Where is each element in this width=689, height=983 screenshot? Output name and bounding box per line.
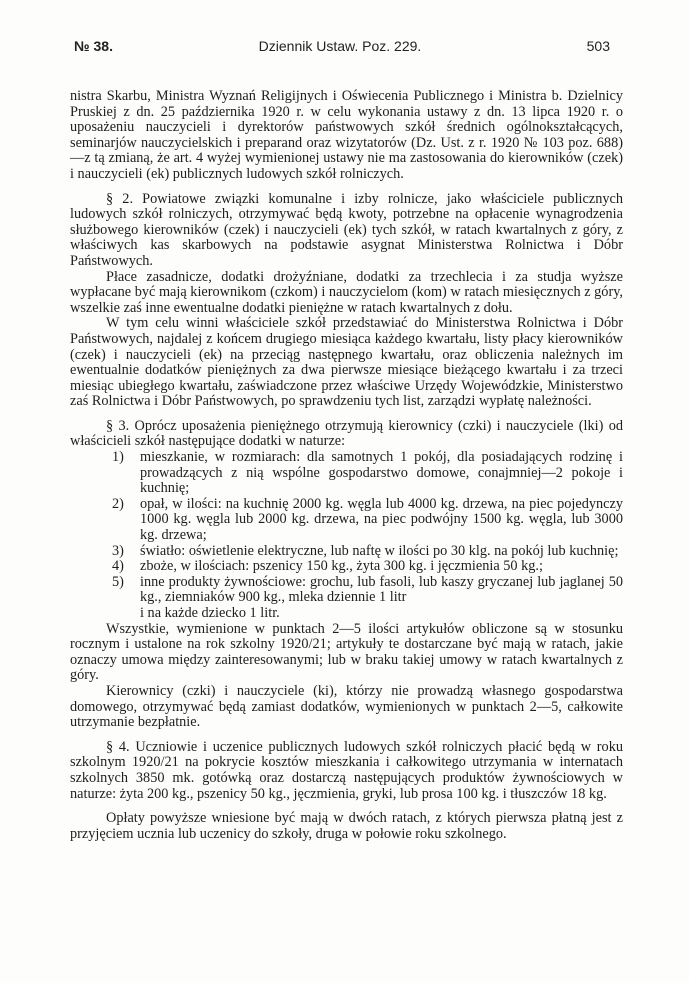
list-continuation: i na każde dziecko 1 litr. [140,605,280,621]
list-item-text: inne produkty żywnościowe: grochu, lub fasoli, lub kaszy gryczanej lub jaglanej 50 kg., ziemniaków 900 kg., mleka dziennie 1 litr [140,573,623,606]
list-item-number: 1) [112,449,124,466]
list-item-number: 4) [112,558,124,575]
issue-number: № 38. [74,38,113,54]
list-item-number: 5) [112,573,124,590]
section-3-paragraph: § 3. Oprócz uposażenia pieniężnego otrzymują kierownicy (czki) i nauczyciele (lki) od właścicieli szkół następujące dodatki w naturze: [70,417,623,450]
section-3-board-paragraph: Kierownicy (czki) i nauczyciele (ki), którzy nie prowadzą własnego gospodarstwa domowego, otrzymywać będą zamiast dodatków, wymienionych w punktach 2—5, całkowite utrzymanie bezpłatnie. [70,682,623,731]
section-2-paragraph: § 2. Powiatowe związki komunalne i izby rolnicze, jako właściciele publicznych ludowych szkół rolniczych, otrzymywać będą kwoty, potrzebne na opłacenie wynagrodzenia służbowego kierowników (czek) i nauczycieli (ek) tych szkół, w ratach kwartalnych z góry, z właściwych kas skarbowych na podstawie asygnat Ministerstwa Rolnictwa i Dóbr Państwowych. [70,190,623,269]
list-item [70,559,623,575]
list-item-text: opał, w ilości: na kuchnię 2000 kg. węgla lub 4000 kg. drzewa, na piec pojedynczy 1000 kg. węgla lub 2000 kg. drzewa, na piec podwójny 1500 kg. węgla, lub 3000 kg. drzewa; [140,495,623,544]
list-item [70,497,623,544]
list-item-text: mieszkanie, w rozmiarach: dla samotnych 1 pokój, dla posiadających rodzinę i prowadzących z nią wspólne gospodarstwo domowe, conajmniej—2 pokoje i kuchnię; [140,449,623,497]
list-item [70,450,623,497]
list-item-number: 3) [112,542,124,559]
journal-title: Dziennik Ustaw. Poz. 229. [258,38,422,54]
document-body [70,89,623,842]
section-2-procedure-paragraph: W tym celu winni właściciele szkół przedstawiać do Ministerstwa Rolnictwa i Dóbr Państwowych, najdalej z końcem drugiego miesiąca każdego kwartału, listy płacy kierowników (czek) i nauczycieli (ek) na przeciąg następnego kwartału, oraz obliczenia należnych im ewentualnie dodatków pieniężnych za dwa pierwsze miesiące bieżącego kwartału i za trzeci miesiąc ubiegłego kwartału, zaświadczone przez właściwe Urzędy Wojewódzkie, Ministerstwo zaś Rolnictwa i Dóbr Państwowych, po sprawdzeniu tych list, zarządzi wypłatę należności. [70,315,623,410]
allowances-list [70,450,623,606]
section-4-payments-paragraph: Opłaty powyższe wniesione być mają w dwóch ratach, z których pierwsza płatną jest z przyjęciem ucznia lub uczenicy do szkoły, druga w połowie roku szkolnego. [70,810,623,842]
list-item [70,544,623,560]
list-item [70,575,623,606]
section-3-quantities-paragraph: Wszystkie, wymienione w punktach 2—5 ilości artykułów obliczone są w stosunku rocznym i ustalone na rok szkolny 1920/21; artykuły te dostarczane być mają w ratach, jakie oznaczy umowa między zainteresowanymi; lub w braku takiej umowy w ratach kwartalnych z góry. [70,620,623,684]
section-2-salaries-paragraph: Płace zasadnicze, dodatki drożyźniane, dodatki za trzechlecia i za studja wyższe wypłacane być mają kierownikom (czkom) i nauczycielom (kom) w ratach miesięcznych z góry, wszelkie zaś inne ewentualne dodatki pieniężne w ratach kwartalnych z dołu. [70,268,623,316]
intro-paragraph: nistra Skarbu, Ministra Wyznań Religijnych i Oświecenia Publicznego i Ministra b. Dzielnicy Pruskiej z dn. 25 października 1920 r. w celu wykonania ustawy z dn. 13 lipca 1920 r. o uposażeniu nauczycieli i dyrektorów państwowych szkół średnich ogólnokształcących, seminarjów nauczycielskich i preparand oraz wizytatorów (Dz. Ust. z r. 1920 № 103 poz. 688)—z tą zmianą, że art. 4 wyżej wymienionej ustawy nie ma zastosowania do kierowników (czek) i nauczycieli (ek) publicznych ludowych szkół rolniczych. [70,88,623,182]
section-4-paragraph: § 4. Uczniowie i uczenice publicznych ludowych szkół rolniczych płacić będą w roku szkolnym 1920/21 na pokrycie kosztów mieszkania i całkowitego utrzymania w internatach szkolnych 3850 mk. gotówką oraz dostarczą następujących produktów żywnościowych w naturze: żyta 200 kg., pszenicy 50 kg., jęczmienia, gryki, lub prosa 100 kg. i tłuszczów 18 kg. [70,738,623,802]
list-item-text: zboże, w ilościach: pszenicy 150 kg., żyta 300 kg. i jęczmienia 50 kg.; [140,558,543,575]
list-item-number: 2) [112,495,124,512]
page-header [70,38,610,60]
list-item-text: światło: oświetlenie elektryczne, lub naftę w ilości po 30 klg. na pokój lub kuchnię; [140,542,619,559]
page-number: 503 [586,38,610,54]
